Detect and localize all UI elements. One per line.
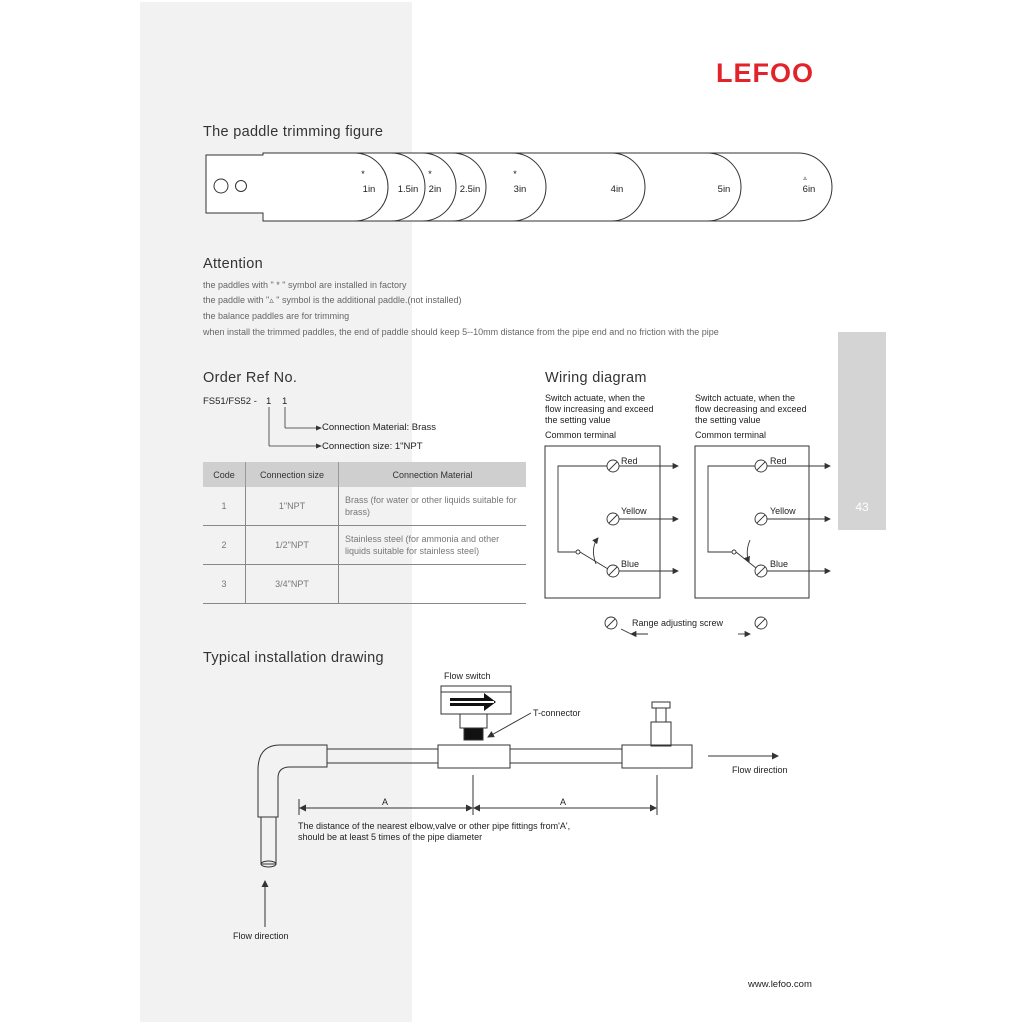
paddle-title: The paddle trimming figure <box>203 124 384 140</box>
lefoo-logo: LEFOO <box>716 58 814 88</box>
order-code-prefix: FS51/FS52 - <box>203 396 257 407</box>
common-terminal-label: Common terminal <box>695 430 767 440</box>
caption-line: the setting value <box>695 415 761 425</box>
caption-line: Switch actuate, when the <box>695 393 796 403</box>
installation-title: Typical installation drawing <box>203 650 384 666</box>
flow-switch-label: Flow switch <box>444 671 491 681</box>
paddle-size-label: 4in <box>610 184 624 195</box>
terminal-yellow-label: Yellow <box>770 506 796 516</box>
table-cell: 1 <box>203 487 246 526</box>
dimension-a-label: A <box>560 797 567 807</box>
common-terminal-label: Common terminal <box>545 430 617 440</box>
paddle-mark: * <box>428 169 432 180</box>
paddle-size-label: 2.5in <box>459 184 481 195</box>
paddle-size-label: 6in <box>802 184 816 195</box>
installation-drawing <box>220 665 820 955</box>
attention-line: the paddle with "▵ " symbol is the additional paddle.(not installed) <box>203 295 462 305</box>
table-cell: 1/2"NPT <box>246 526 339 565</box>
order-ref-title: Order Ref No. <box>203 370 298 386</box>
order-code-size: 1 <box>266 396 272 407</box>
paddle-size-label: 1.5in <box>397 184 419 195</box>
wiring-caption-decreasing <box>695 393 807 441</box>
table-row <box>203 526 526 565</box>
table-header: Connection size <box>246 462 339 487</box>
t-connector-label: T-connector <box>533 708 581 718</box>
terminal-blue-label: Blue <box>621 559 640 569</box>
paddle-mark: * <box>513 169 517 180</box>
paddle-mark: ▵ <box>803 175 807 182</box>
caption-line: flow increasing and exceed <box>545 404 654 414</box>
paddle-size-label: 1in <box>362 184 376 195</box>
table-header-row <box>203 462 526 487</box>
attention-title: Attention <box>203 256 263 272</box>
wiring-title: Wiring diagram <box>545 370 647 386</box>
flow-direction-label: Flow direction <box>732 765 788 775</box>
installation-note: The distance of the nearest elbow,valve or other pipe fittings from'A', <box>298 821 571 831</box>
wiring-caption-increasing <box>545 393 654 441</box>
table-header: Code <box>203 462 246 487</box>
page-number: 43 <box>855 500 869 514</box>
footer-url: www.lefoo.com <box>748 979 812 990</box>
wiring-diagram <box>540 440 840 640</box>
caption-line: the setting value <box>545 415 611 425</box>
terminal-red-label: Red <box>621 456 638 466</box>
table-cell: 3 <box>203 565 246 604</box>
table-header: Connection Material <box>339 462 527 487</box>
dimension-a-label: A <box>382 797 389 807</box>
table-row <box>203 487 526 526</box>
terminal-blue-label: Blue <box>770 559 789 569</box>
paddle-figure <box>200 150 840 222</box>
order-code-material: 1 <box>282 396 288 407</box>
order-code-leaders <box>260 405 330 453</box>
paddle-size-label: 3in <box>513 184 527 195</box>
installation-note: should be at least 5 times of the pipe diameter <box>298 832 483 842</box>
page-number-tab <box>838 332 886 530</box>
paddle-mark: * <box>361 169 365 180</box>
attention-line: when install the trimmed paddles, the end of paddle should keep 5--10mm distance from the pipe end and no friction with the pipe <box>203 327 719 337</box>
paddle-size-label: 5in <box>717 184 731 195</box>
caption-line: flow decreasing and exceed <box>695 404 807 414</box>
table-cell <box>339 565 527 604</box>
connection-material-label: Connection Material: Brass <box>322 422 437 433</box>
table-cell: Brass (for water or other liquids suitable for brass) <box>339 487 527 526</box>
flow-direction-bottom-label: Flow direction <box>233 931 289 941</box>
connection-table <box>203 462 526 604</box>
table-cell: 1"NPT <box>246 487 339 526</box>
range-adjusting-label: Range adjusting screw <box>632 618 724 628</box>
caption-line: Switch actuate, when the <box>545 393 646 403</box>
attention-line: the paddles with " * " symbol are installed in factory <box>203 280 407 290</box>
terminal-red-label: Red <box>770 456 787 466</box>
paddle-size-label: 2in <box>428 184 442 195</box>
connection-size-label: Connection size: 1"NPT <box>322 441 423 452</box>
table-row <box>203 565 526 604</box>
attention-line: the balance paddles are for trimming <box>203 311 350 321</box>
table-cell: 2 <box>203 526 246 565</box>
table-cell: 3/4"NPT <box>246 565 339 604</box>
terminal-yellow-label: Yellow <box>621 506 647 516</box>
table-cell: Stainless steel (for ammonia and other liquids suitable for stainless steel) <box>339 526 527 565</box>
